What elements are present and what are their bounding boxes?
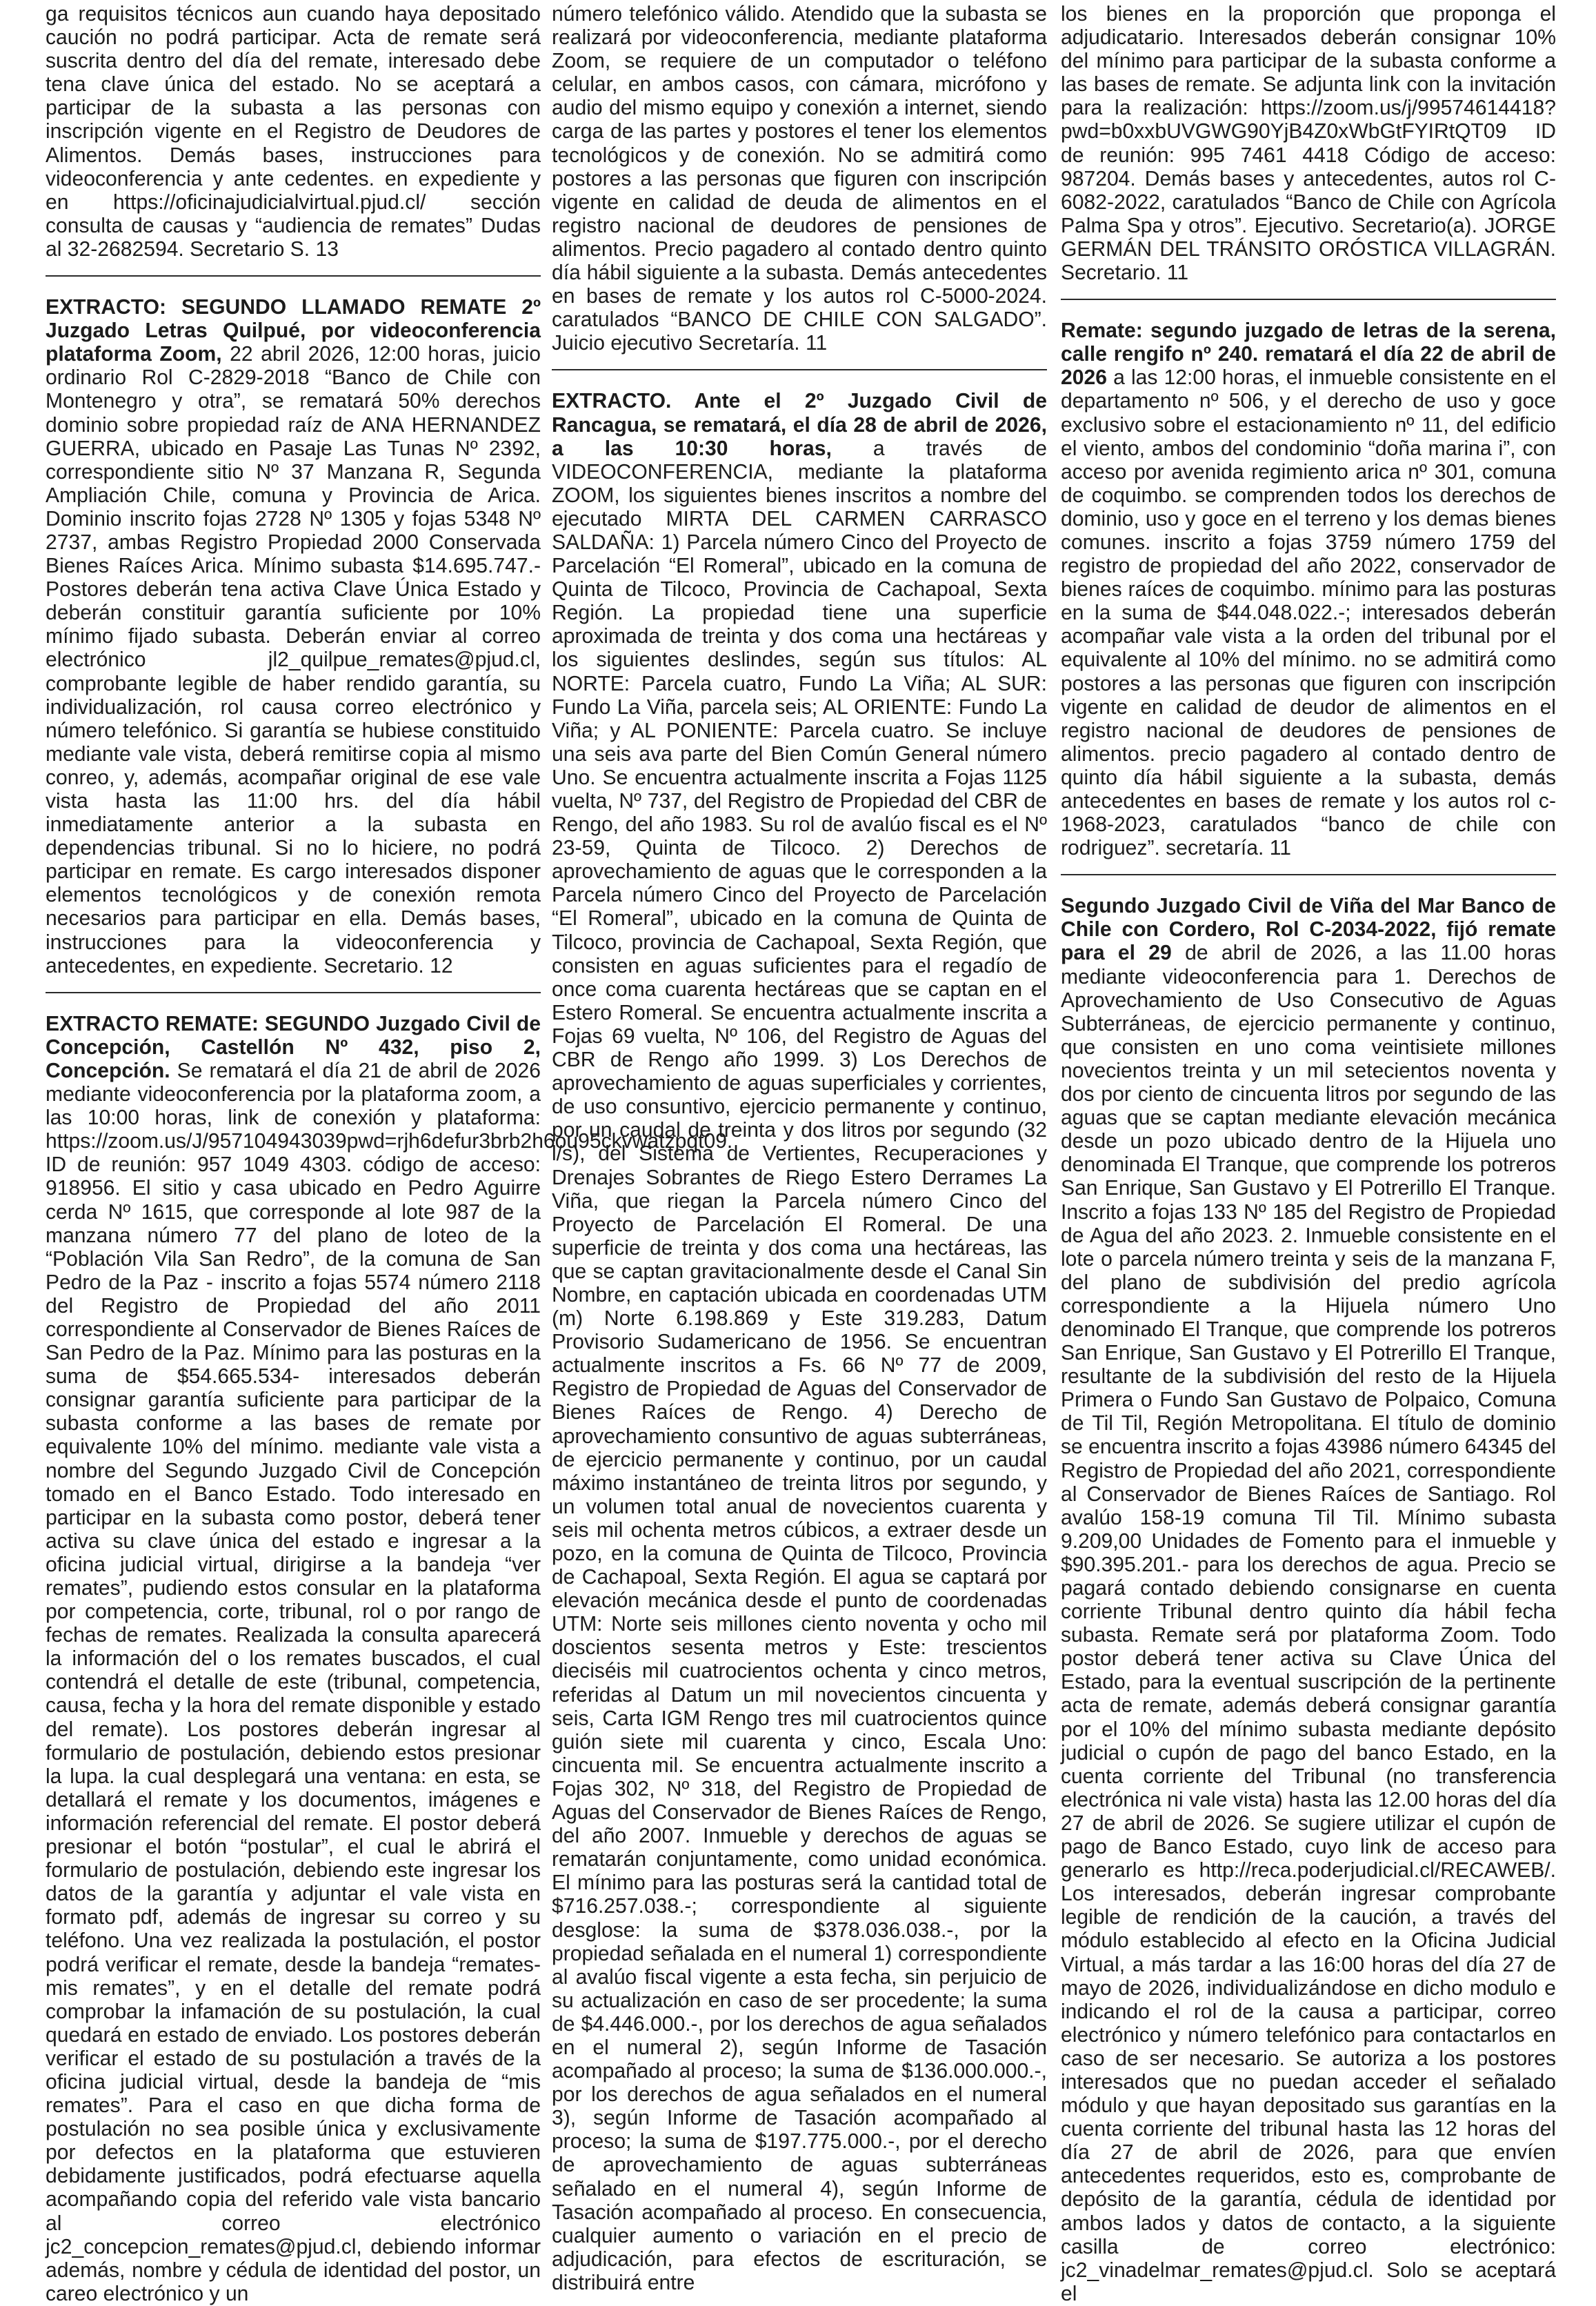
notice-body: a través de VIDEOCONFERENCIA, mediante la plataforma ZOOM, los siguientes bienes inscritos a nombre del ejecutado MIRTA DEL CARMEN CARRASCO SALDAÑA: 1) Parcela número Cinco del Proyecto de Parcelación “El Romeral”, ubicado en la comuna de Quinta de Tilcoco, Provincia de Cachapoal, Sexta Región. La propiedad tiene una superficie aproximada de treinta y dos coma una hectáreas y los siguientes deslindes, según sus títulos: AL NORTE: Parcela cuatro, Fundo La Viña; AL SUR: Fundo La Viña, parcela seis; AL ORIENTE: Fundo La Viña; y AL PONIENTE: Parcela cuatro. Se incluye una seis ava parte del Bien Común General número Uno. Se encuentra actualmente inscrita a Fojas 1125 vuelta, Nº 737, del Registro de Propiedad del CBR de Rengo, del año 1983. Su rol de avalúo fiscal es el Nº 23-59, Quinta de Tilcoco. 2) Derechos de aprovechamiento de aguas que le corresponden a la Parcela número Cinco del Proyecto de Parcelación “El Romeral”, ubicado en la comuna de Quinta de Tilcoco, provincia de Cachapoal, Sexta Región, que consisten en aguas suficientes para el regadío de once coma cuarenta hectáreas que se captan en el Estero Romeral. Se encuentra actualmente inscrita a Fojas 69 vuelta, Nº 106, del Registro de Aguas del CBR de Rengo año 1999. 3) Los Derechos de aprovechamiento de aguas superficiales y corrientes, de uso consuntivo, ejercicio permanente y continuo, por un caudal de treinta y dos litros por segundo (32 l/s), del Sistema de Vertientes, Recuperaciones y Drenajes Sobrantes de Riego Estero Derrames La Viña, que riegan la Parcela número Cinco del Proyecto de Parcelación El Romeral. De una superficie de treinta y dos coma una hectáreas, las que se captan gravitacionalmente desde el Canal Sin Nombre, en captación ubicada en coordenadas UTM (m) Norte 6.198.869 y Este 319.283, Datum Provisorio Sudamericano de 1956. Se encuentran actualmente inscritos a Fs. 66 Nº 77 de 2009, Registro de Propiedad de Aguas del Conservador de Bienes Raíces de Rengo. 4) Derecho de aprovechamiento consuntivo de aguas subterráneas, de ejercicio permanente y continuo, por un caudal máximo instantáneo de treinta litros por segundo, y un volumen total anual de novecientos cuarenta y seis mil ochenta metros cúbicos, a extraer desde un pozo, en la comuna de Quinta de Tilcoco, Provincia de Cachapoal, Sexta Región. El agua se captará por elevación mecánica desde el punto de coordenadas UTM: Norte seis millones ciento noventa y ocho mil doscientos sesenta metros y Este: trescientos dieciséis mil cuatrocientos ochenta y cinco metros, referidas al Datum un mil novecientos cincuenta y seis, Carta IGM Rengo tres mil cuatrocientos quince guión siete mil cuarenta y cinco, Escala Uno: cincuenta mil. Se encuentra actualmente inscrito a Fojas 302, Nº 318, del Registro de Propiedad de Aguas del Conservador de Bienes Raíces de Rengo, del año 2007. Inmueble y derechos de aguas se rematarán conjuntamente, como unidad económica. El mínimo para las posturas será la cantidad total de $716.257.038.-; correspondiente al siguiente desglose: la suma de $378.036.038.-, por la propiedad señalada en el numeral 1) correspondiente al avalúo fiscal vigente a esta fecha, sin perjuicio de su actualización en caso de ser procedente; la suma de $4.446.000.-, por los derechos de agua señalados en el numeral 2), según Informe de Tasación acompañado al proceso; la suma de $136.000.000.-, por los derechos de agua señalados en el numeral 3), según Informe de Tasación acompañado al proceso; la suma de $197.775.000.-, por el derecho de aprovechamiento de aguas subterráneas señalado en el numeral 4), según Informe de Tasación acompañado al proceso. En consecuencia, cualquier aumento o variación en el precio de adjudicación, para efectos de escrituración, se distribuirá entre: [552, 437, 1047, 2294]
column-3: [1061, 3, 1556, 2305]
notice-body: de abril de 2026, a las 11.00 horas mediante videoconferencia para 1. Derechos de Aprovechamiento de Uso Consecutivo de Aguas Subterráneas, de ejercicio permanente y continuo, que consisten en uno coma veintisiete millones novecientos treinta y un mil setecientos noventa y dos por ciento de cincuenta litros por segundo de las aguas que se captan mediante elevación mecánica desde un pozo ubicado dentro de la Hijuela uno denominada El Tranque, que comprende los potreros San Enrique, San Gustavo y El Potrerillo El Tranque. Inscrito a fojas 133 Nº 185 del Registro de Propiedad de Agua del año 2023. 2. Inmueble consistente en el lote o parcela número treinta y seis de la manzana F, del plano de subdivisión del predio agrícola correspondiente a la Hijuela número Uno denominado El Tranque, que comprende los potreros San Enrique, San Gustavo y El Potrerillo El Tranque, resultante de la subdivisión del resto de la Hijuela Primera o Fundo San Gustavo de Polpaico, Comuna de Til Til, Región Metropolitana. El título de dominio se encuentra inscrito a fojas 43986 número 64345 del Registro de Propiedad del año 2021, correspondiente al Conservador de Bienes Raíces de Santiago. Rol avalúo 158-19 comuna Til Til. Mínimo subasta 9.209,00 Unidades de Fomento para el inmueble y $90.395.201.- para los derechos de agua. Precio se pagará contado debiendo consignarse en cuenta corriente Tribunal dentro quinto día hábil fecha subasta. Remate será por plataforma Zoom. Todo postor deberá tener activa su Clave Única del Estado, para la eventual suscripción de la pertinente acta de remate, además deberá consignar garantía por el 10% del mínimo subasta mediante depósito judicial o cupón de pago del banco Estado, en la cuenta corriente del Tribunal (no transferencia electrónica ni vale vista) hasta las 12.00 horas del día 27 de abril de 2026. Se sugiere utilizar el cupón de pago de Banco Estado, cuyo link de acceso para generarlo es http://reca.poderjudicial.cl/RECAWEB/. Los interesados, deberán ingresar comprobante legible de rendición de la caución, a través del módulo establecido al efecto en la Oficina Judicial Virtual, a más tardar a las 16:00 horas del día 27 de mayo de 2026, individualizándose en dicho modulo e indicando el rol de la causa a participar, correo electrónico y número telefónico para contactarlos en caso de ser necesario. Se autoriza a los postores interesados que no puedan acceder el señalado módulo y que hayan depositado sus garantías en la cuenta corriente del tribunal hasta las 12 horas del día 27 de abril de 2026, para que envíen antecedentes requeridos, esto es, comprobante de depósito de la garantía, cédula de identidad por ambos lados y datos de contacto, a la siguiente casilla de correo electrónico: jc2_vinadelmar_remates@pjud.cl. Solo se aceptará el: [1061, 942, 1556, 2305]
notice-body: los bienes en la proporción que proponga el adjudicatario. Interesados deberán consignar 10% del mínimo para participar de la subasta conforme a las bases de remate. Se adjunta link con la invitación para la realización: https://zoom.us/j/99574614418?pwd=b0xxbUVGWG90YjB4Z0xWbGtFYIRtQT09 ID de reunión: 995 7461 4418 Código de acceso: 987204. Demás bases y antecedentes, autos rol C-6082-2022, caratulados “Banco de Chile con Agrícola Palma Spa y otros”. Ejecutivo. Secretario(a). JORGE GERMÁN DEL TRÁNSITO ORÓSTICA VILLAGRÁN. Secretario. 11: [1061, 3, 1556, 285]
notice-body: número telefónico válido. Atendido que la subasta se realizará por videoconferencia, mediante plataforma Zoom, se requiere de un computador o teléfono celular, en ambos casos, con cámara, micrófono y audio del mismo equipo y conexión a internet, siendo carga de las partes y postores el tener los elementos tecnológicos y de conexión. No se admitirá como postores a las personas que figuren con inscripción vigente en calidad de deuda de alimentos en el registro nacional de deudores de pensiones de alimentos. Precio pagadero al contado dentro quinto día hábil siguiente a la subasta. Demás antecedentes en bases de remate y los autos rol C-5000-2024. caratulados “BANCO DE CHILE CON SALGADO”. Juicio ejecutivo Secretaría. 11: [552, 3, 1047, 355]
notice-quilpue: [46, 296, 541, 978]
divider: [46, 275, 541, 277]
divider: [46, 992, 541, 993]
divider: [1061, 874, 1556, 875]
notice-heading: Segundo Juzgado Civil de Viña del Mar Banco de Chile con Cordero, Rol C-2034-2022, fijó remate para el 29: [1061, 895, 1556, 965]
notice-body: 22 abril 2026, 12:00 horas, juicio ordinario Rol C-2829-2018 “Banco de Chile con Montenegro y otra”, se rematará 50% derechos dominio sobre propiedad raíz de ANA HERNANDEZ GUERRA, ubicado en Pasaje Las Tunas Nº 2392, correspondiente sitio Nº 37 Manzana R, Segunda Ampliación Chile, comuna y Provincia de Arica. Dominio inscrito fojas 2728 Nº 1305 y fojas 5348 Nº 2737, ambas Registro Propiedad 2000 Conservada Bienes Raíces Arica. Mínimo subasta $14.695.747.- Postores deberán tena activa Clave Única Estado y deberán constituir garantía suficiente por 10% mínimo fijado subasta. Deberán enviar al correo electrónico jl2_quilpue_remates@pjud.cl, comprobante legible de haber rendido garantía, su individualización, rol causa correo electrónico y número telefónico. Si garantía se hubiese constituido mediante vale vista, deberá remitirse copia al mismo conreo, y, además, acompañar original de ese vale vista hasta las 11:00 hrs. del día hábil inmediatamente anterior a la subasta en dependencias tribunal. Si no lo hiciere, no podrá participar en remate. Es cargo interesados disponer elementos tecnológicos y de conexión remota necesarios para participar en ella. Demás bases, instrucciones para la videoconferencia y antecedentes, en expediente. Secretario. 12: [46, 343, 541, 977]
divider: [1061, 299, 1556, 300]
notice-heading: EXTRACTO: SEGUNDO LLAMADO REMATE 2º Juzgado Letras Quilpué, por videoconferencia plataforma Zoom,: [46, 296, 541, 366]
notice-body: a las 12:00 horas, el inmueble consistente en el departamento nº 506, y el derecho de uso y goce exclusivo sobre el estacionamiento nº 11, del edificio el viento, ambos del condominio “doña marina i”, con acceso por avenida regimiento arica nº 301, comuna de coquimbo. se comprenden todos los derechos de dominio, uso y goce en el terreno y los demas bienes comunes. inscrito a fojas 3759 número 1759 del registro de propiedad del año 2022, conservador de bienes raíces de coquimbo. mínimo para las posturas en la suma de $44.048.022.-; interesados deberán acompañar vale vista a la orden del tribunal por el equivalente al 10% del mínimo. no se admitirá como postores a las personas que figuren con inscripción vigente en calidad de deudor de alimentos en el registro nacional de deudores de pensiones de alimentos. precio pagadero al contado dentro de quinto día hábil siguiente a la subasta, demás antecedentes en bases de remate y los autos rol c-1968-2023, caratulados “banco de chile con rodriguez”. secretaría. 11: [1061, 366, 1556, 860]
notice-body: Se rematará el día 21 de abril de 2026 mediante videoconferencia por la plataforma zoom, a las 10:00 horas, link de conexión y plataforma: https://zoom.us/J/957104943039pwd=rjh6defur3brb2h6ou95ckvwatzpqt09. ID de reunión: 957 1049 4303. código de acceso: 918956. El sitio y casa ubicado en Pedro Aguirre cerda Nº 1615, que corresponde al lote 987 de la manzana número 77 del plano de loteo de la “Población Vila San Redro”, de la comuna de San Pedro de la Paz - inscrito a fojas 5574 número 2118 del Registro de Propiedad del año 2011 correspondiente al Conservador de Bienes Raíces de San Pedro de la Paz. Mínimo para las posturas en la suma de $54.665.534- interesados deberán consignar garantía suficiente para participar de la subasta conforme a las bases de remate por equivalente 10% del mínimo. mediante vale vista a nombre del Segundo Juzgado Civil de Concepción tomado en el Banco Estado. Todo interesado en participar en la subasta como postor, deberá tener activa su clave única del estado e ingresar a la oficina judicial virtual, dirigirse a la bandeja “ver remates”, pudiendo estos consular en la plataforma por competencia, corte, tribunal, rol o por rango de fechas de remates. Realizada la consulta aparecerá la información del o los remates buscados, el cual contendrá el detalle de este (tribunal, competencia, causa, fecha y la hora del remate disponible y estado del remate). Los postores deberán ingresar al formulario de postulación, debiendo estos presionar la lupa. la cual desplegará una ventana: en esta, se detallará el remate y los documentos, imágenes e información referencial del remate. El postor deberá presionar el botón “postular”, el cual le abrirá el formulario de postulación, debiendo este ingresar los datos de la garantía y adjuntar el vale vista en formato pdf, además de ingresar su correo y su teléfono. Una vez realizada la postulación, el postor podrá verificar el remate, desde la bandeja “remates-mis remates”, y en el detalle del remate podrá comprobar la infamación de su postulación, la cual quedará en estado de enviado. Los postores deberán verificar el estado de su postulación a través de la oficina judicial virtual, desde la bandeja de “mis remates”. Para el caso en que dicha forma de postulación no sea posible única y exclusivamente por defectos en la plataforma que estuvieren debidamente justificados, podrá efectuarse aquella acompañando copia del referido vale vista bancario al correo electrónico jc2_concepcion_remates@pjud.cl, debiendo informar además, nombre y cédula de identidad del postor, un careo electrónico y un: [46, 1059, 733, 2305]
notice-heading: EXTRACTO REMATE: SEGUNDO Juzgado Civil de Concepción, Castellón Nº 432, piso 2, Concepción.: [46, 1012, 541, 1082]
column-2: [552, 3, 1047, 2294]
divider: [552, 369, 1047, 370]
notice-continuation: [552, 3, 1047, 355]
notice-la-serena: [1061, 319, 1556, 860]
notice-concepcion: [46, 1012, 733, 2306]
notice-continuation: [46, 3, 541, 261]
notice-vina-del-mar: [1061, 895, 1556, 2306]
column-1: [46, 3, 733, 2305]
notice-heading: Remate: segundo juzgado de letras de la serena, calle rengifo nº 240. rematará el día 22 de abril de 2026: [1061, 319, 1556, 390]
notice-body: ga requisitos técnicos aun cuando haya depositado caución no podrá participar. Acta de remate será suscrita dentro del día del remate, interesado debe tena clave única del estado. No se aceptará a participar de la subasta a las personas con inscripción vigente en el Registro de Deudores de Alimentos. Demás bases, instrucciones para videoconferencia y ante cedentes. en expediente y en https://oficinajudicialvirtual.pjud.cl/ sección consulta de causas y “audiencia de remates” Dudas al 32-2682594. Secretario S. 13: [46, 3, 541, 261]
notice-continuation: [1061, 3, 1556, 285]
notice-rancagua: [552, 390, 1047, 2295]
notice-heading: EXTRACTO. Ante el 2º Juzgado Civil de Rancagua, se rematará, el día 28 de abril de 2026, a las 10:30 horas,: [552, 390, 1047, 460]
